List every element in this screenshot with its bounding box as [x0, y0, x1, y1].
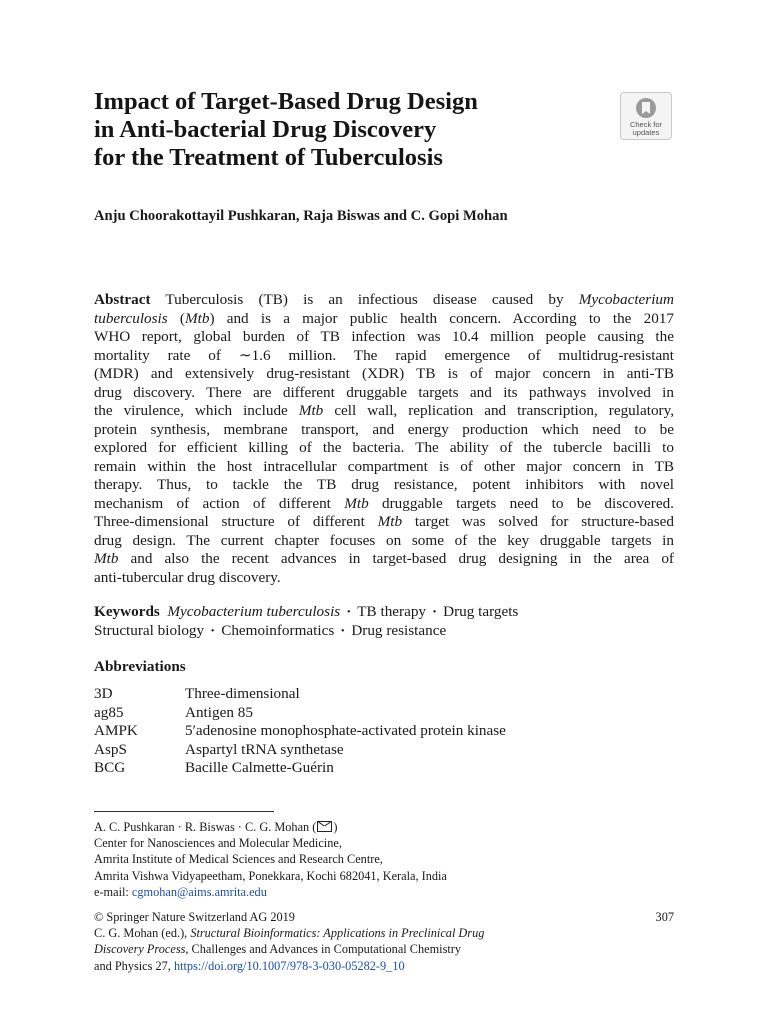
abstract-line: mortality rate of ∼1.6 million. The rapid emergence of multidrug-resistant: [94, 346, 674, 364]
chapter-title: [94, 88, 594, 172]
abstract-italic: Mtb: [94, 550, 119, 567]
copyright-line: © Springer Nature Switzerland AG 2019: [94, 910, 295, 924]
abstract-text: (: [167, 309, 185, 327]
abbreviation-definition: 5′adenosine monophosphate-activated protein kinase: [185, 722, 506, 739]
abbreviation-code: AMPK: [94, 722, 138, 739]
abstract-line: anti-tubercular drug discovery.: [94, 568, 281, 586]
abbreviation-code: 3D: [94, 685, 113, 702]
title-line-3: for the Treatment of Tuberculosis: [94, 144, 443, 171]
check-for-updates-icon: [635, 97, 657, 119]
citation-line: [94, 958, 674, 974]
email-label: e-mail:: [94, 884, 132, 899]
page-number: 307: [655, 910, 674, 924]
abbreviation-row: [94, 685, 654, 704]
copyright-block: [94, 909, 674, 974]
abstract-line: remain within the host intracellular compartment is of other major concern in TB: [94, 457, 674, 475]
keyword-separator: ·: [346, 603, 352, 620]
abstract-text: and also the recent advances in target-based drug designing in the area of: [118, 550, 674, 567]
keyword-separator: ·: [340, 621, 346, 639]
abbreviation-row: [94, 704, 654, 723]
abstract-italic: Mtb: [344, 494, 369, 512]
author-affiliation: [94, 819, 654, 900]
abbreviation-code: BCG: [94, 759, 126, 776]
affiliation-line: [94, 884, 654, 900]
badge-line-1: Check for: [629, 120, 663, 129]
abstract-text: the virulence, which include: [94, 402, 299, 419]
affiliation-line: Amrita Institute of Medical Sciences and Research Centre,: [94, 852, 383, 867]
citation-text: C. G. Mohan (ed.),: [94, 926, 191, 941]
envelope-icon[interactable]: [317, 821, 332, 832]
abstract-line: [94, 550, 674, 569]
abstract-text: Three-dimensional structure of different: [94, 513, 378, 530]
abbreviations-list: [94, 685, 654, 778]
title-line-2: in Anti-bacterial Drug Discovery: [94, 116, 437, 143]
abstract-italic: Mtb: [377, 513, 403, 530]
abstract-line: WHO report, global burden of TB infection was 10.4 million people causing the: [94, 328, 674, 345]
abbreviation-row: [94, 759, 654, 778]
abstract-italic: tuberculosis: [94, 309, 168, 327]
abbreviation-definition: Antigen 85: [185, 703, 253, 721]
footnote-divider: [94, 811, 274, 812]
email-link[interactable]: cgmohan@aims.amrita.edu: [131, 884, 267, 899]
abbreviation-definition: Three-dimensional: [185, 685, 300, 702]
abstract-line: [94, 402, 674, 421]
citation-line: [94, 941, 674, 957]
abstract-line: (MDR) and extensively drug-resistant (XDR) TB is of major concern in anti-TB: [94, 365, 674, 382]
affiliation-names: A. C. Pushkaran · R. Biswas · C. G. Mohan (: [94, 820, 317, 834]
author-list: Anju Choorakottayil Pushkaran, Raja Biswas and C. Gopi Mohan: [94, 208, 508, 224]
abstract-line: explored for efficient killing of the bacteria. The ability of the tubercle bacilli to: [94, 439, 674, 456]
abbreviation-row: [94, 741, 654, 760]
abstract-italic: Mtb: [184, 309, 210, 327]
keyword-separator: ·: [432, 603, 438, 620]
affiliation-names-end: ): [333, 820, 338, 834]
badge-line-2: updates: [632, 128, 660, 137]
abstract-line: protein synthesis, membrane transport, and energy production which need to be: [94, 420, 674, 438]
abbreviations-heading: Abbreviations: [94, 658, 186, 675]
keywords: [94, 603, 674, 640]
abbreviation-definition: Bacille Calmette-Guérin: [185, 759, 334, 776]
affiliation-line: Center for Nanosciences and Molecular Medicine,: [94, 836, 342, 851]
keyword: TB therapy: [357, 603, 427, 620]
book-title: Discovery Process: [94, 942, 186, 957]
abstract-line: therapy. Thus, to tackle the TB drug resistance, potent inhibitors with novel: [94, 476, 674, 493]
keyword: Drug targets: [443, 603, 519, 620]
abstract-text: Tuberculosis (TB) is an infectious disease caused by: [165, 291, 579, 308]
abstract-text: mechanism of action of different: [94, 494, 345, 512]
abstract-italic: Mycobacterium: [578, 291, 674, 308]
check-for-updates-badge[interactable]: [620, 92, 672, 140]
abstract-line: [94, 513, 674, 532]
abstract-line: drug design. The current chapter focuses on some of the key druggable targets in: [94, 531, 674, 549]
keywords-label: Keywords: [94, 603, 160, 620]
keyword-separator: ·: [210, 621, 216, 639]
abbreviation-row: [94, 722, 654, 741]
abstract-line: [94, 495, 674, 514]
affiliation-line: Amrita Vishwa Vidyapeetham, Ponekkara, Kochi 682041, Kerala, India: [94, 868, 447, 883]
title-line-1: Impact of Target-Based Drug Design: [94, 88, 478, 115]
abstract-text: ) and is a major public health concern. According to the 2017: [209, 309, 675, 327]
abstract-line: [94, 310, 674, 329]
abstract-line: drug discovery. There are different druggable targets and its pathways involved in: [94, 383, 674, 401]
affiliation-line: [94, 819, 654, 835]
keyword: Structural biology: [94, 621, 205, 639]
abstract-italic: Mtb: [298, 402, 324, 419]
doi-link[interactable]: https://doi.org/10.1007/978-3-030-05282-9_10: [173, 958, 405, 973]
abstract-text: target was solved for structure-based: [402, 513, 674, 530]
abstract-text: cell wall, replication and transcription, regulatory,: [323, 402, 675, 419]
keyword: Drug resistance: [351, 621, 447, 639]
abstract-line: [94, 291, 674, 310]
series-title: , Challenges and Advances in Computational Chemistry: [185, 942, 462, 957]
abstract-label: Abstract: [94, 291, 151, 308]
keyword: Chemoinformatics: [221, 621, 335, 639]
abbreviation-code: AspS: [94, 740, 127, 758]
abstract: [94, 291, 674, 587]
book-title: Structural Bioinformatics: Applications in Preclinical Drug: [190, 926, 485, 941]
abbreviation-code: ag85: [94, 703, 124, 721]
citation-line: [94, 925, 674, 941]
keyword: Mycobacterium tuberculosis: [167, 603, 341, 620]
abstract-text: druggable targets need to be discovered.: [368, 494, 674, 512]
keywords-line: [94, 622, 674, 641]
keywords-line: [94, 603, 674, 622]
series-volume: and Physics 27,: [94, 958, 174, 973]
abbreviation-definition: Aspartyl tRNA synthetase: [185, 740, 344, 758]
